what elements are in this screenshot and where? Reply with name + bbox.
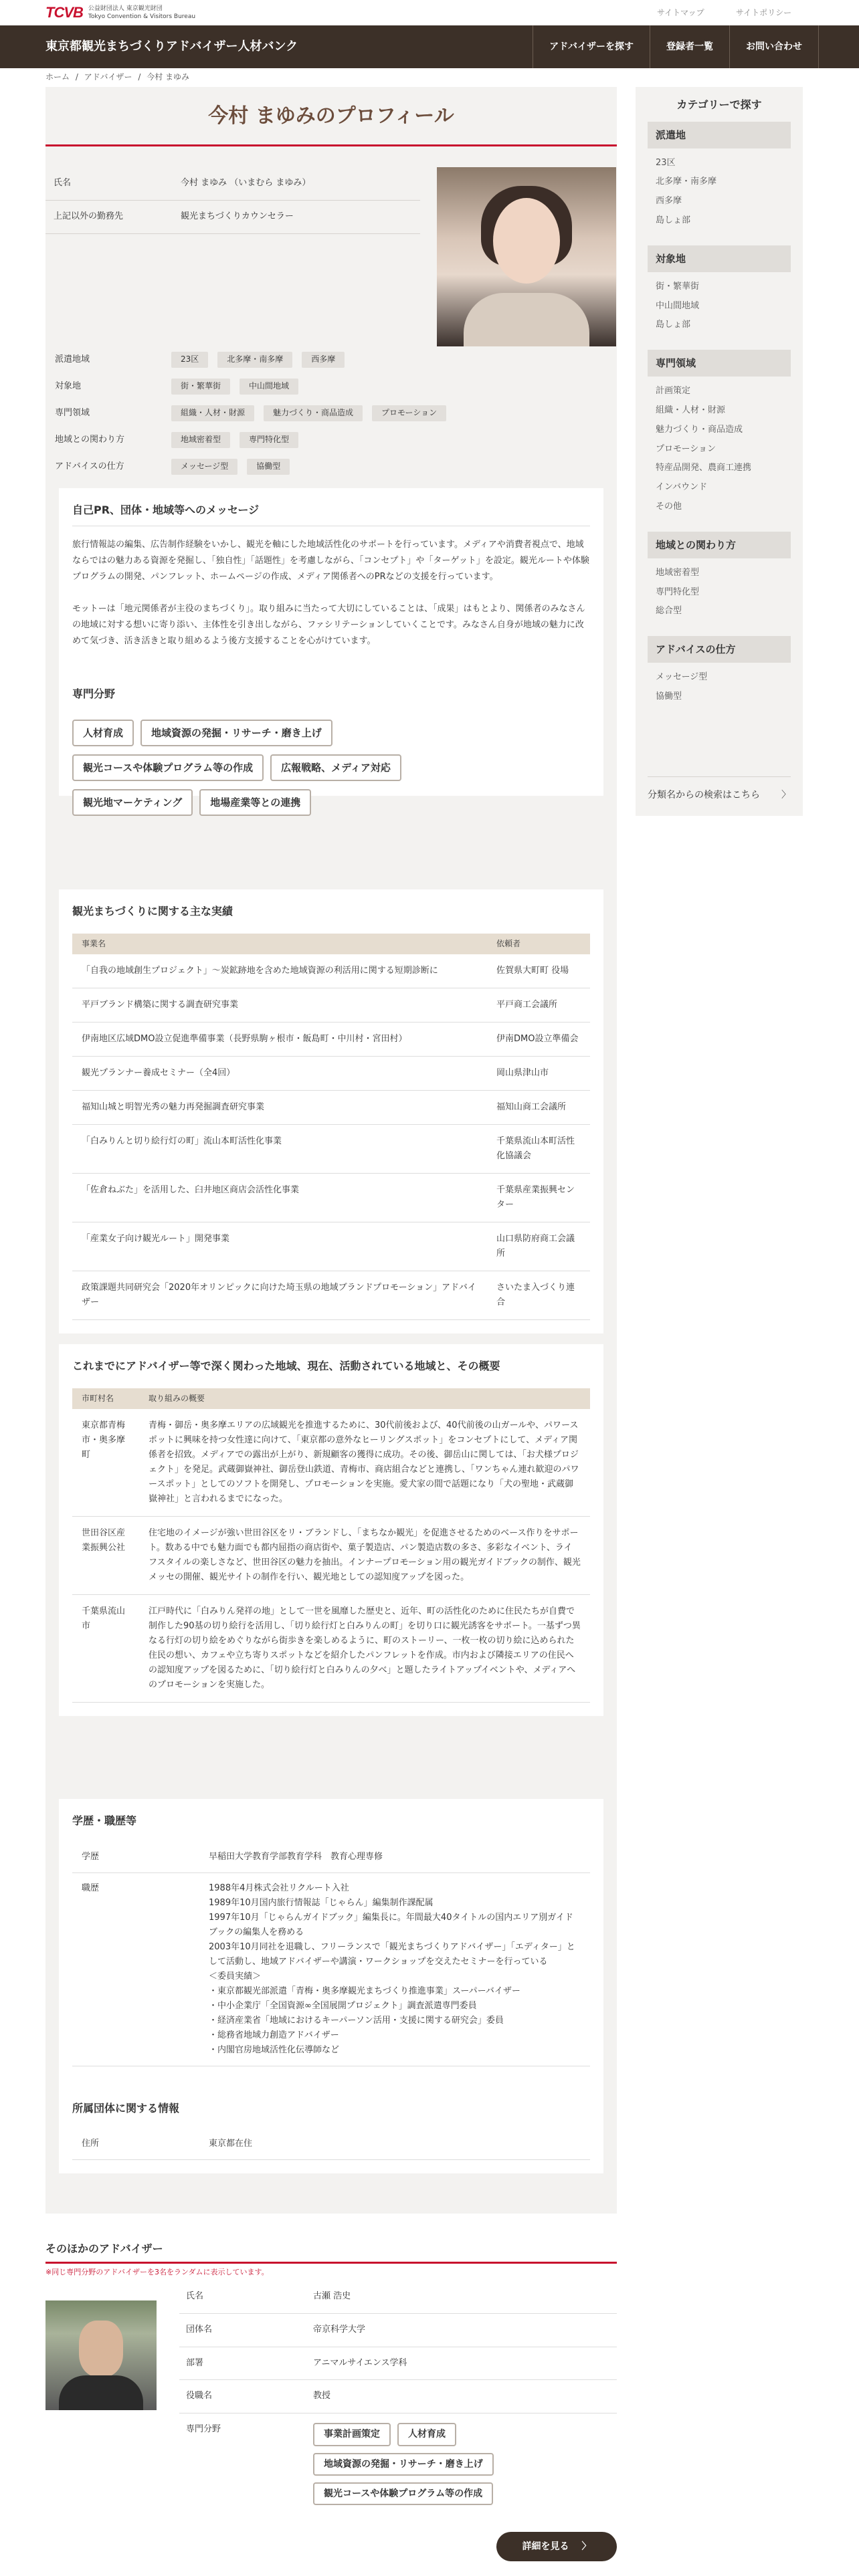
specialty-badge: 観光コースや体験プログラム等の作成 [313,2482,493,2505]
main-nav [0,25,859,68]
cell: 「白みりんと切り絵行灯の町」流山本町活性化事業 [72,1124,487,1173]
breadcrumb-sep: / [75,72,78,82]
breadcrumb-sep: / [138,72,141,82]
cell: 千葉県産業振興センター [487,1173,590,1222]
job-label: 職歴 [72,1872,199,2066]
job-line: ・経済産業省「地域におけるキーパーソン活用・支援に関する研究会」委員 [209,2015,504,2026]
info-value: 教授 [313,2391,331,2401]
pr-section [59,488,603,809]
col-header: 依頼者 [487,934,590,954]
job-line: ・東京都観光部派遣「青梅・奥多摩観光まちづくり推進事業」スーパーバイザー [209,1985,520,1996]
col-header: 市町村名 [72,1388,139,1409]
tag-row [45,377,617,396]
cell: 江戸時代に「白みりん発祥の地」として一世を風靡した歴史と、近年、町の活性化のために住民たちが自費で制作した90基の切り絵行を活用し、「切り絵行灯と白みりんの町」を切り口に観光誘客をサポート。一基ずつ異なる行灯の切り絵をめぐりながら街歩きを楽しめるように、町のストーリー、一枚一枚の切り絵に込められた住民の想い、カフェや立ち寄りスポットなどを紹介したパンフレットを作成。市内および隣接エリアの住民への認知度アップを図るために、「切り絵行灯と白みりんの夕べ」と題したライトアップイベントや、メディアへのプロモーションを実施した。 [139,1594,590,1702]
profile-list [45,167,420,234]
sidebar-item[interactable]: 島しょ部 [656,215,691,225]
edu-value: 早稲田大学教育学部教育学科 教育心理専修 [199,1842,590,1873]
specialty-heading: 専門分野 [72,687,116,700]
table-header-row [72,1388,590,1409]
sidebar-heading: 専門領域 [648,350,791,377]
table-row [72,1842,590,1873]
top-bar [0,0,859,25]
sidebar-item[interactable]: 中山間地域 [656,300,700,311]
logo-mark: TCVB [45,4,83,21]
chevron-right-icon: 〉 [581,2541,591,2552]
breadcrumb-advisor[interactable]: アドバイザー [84,72,132,82]
table-row [72,954,590,988]
others-heading: そのほかのアドバイザー [45,2242,163,2255]
others-note: ※同じ専門分野のアドバイザーを3名をランダムに表示しています。 [45,2267,269,2276]
edu-label: 学歴 [72,1842,199,1873]
job-line: 1989年10月国内旅行情報誌「じゃらん」編集制作課配属 [209,1897,434,1908]
sitemap-link[interactable]: サイトマップ [657,8,704,17]
advisor-specialties [313,2423,500,2512]
table-row [72,1516,590,1594]
cell: 福知山城と明智光秀の魅力再発掘調査研究事業 [72,1090,487,1124]
cell: 東京都青梅市・奥多摩町 [72,1409,139,1517]
sidebar-title: カテゴリーで探す [676,98,762,111]
cell: 住宅地のイメージが強い世田谷区をリ・ブランドし、「まちなか観光」を促進させるためのベース作りをサポート。数ある中でも魅力面でも都内屈指の商店街や、菓子製造店、パン製造店数の多さ、多彩なイベント、ライフスタイルの楽しさなど、世田谷区の魅力を抽出。インナープロモーション用の観光ガイドブックの制作、観光メッセの開催、観光サイトの制作を行い、観光地としての認知度アップを図った。 [139,1516,590,1594]
sidebar-heading: 対象地 [648,245,791,272]
category-tags [45,350,617,484]
tag[interactable]: 協働型 [247,459,290,474]
photo-body [464,293,589,346]
info-label: 専門分野 [186,2424,221,2435]
address-value: 東京都在住 [199,2129,590,2160]
info-label: 氏名 [186,2291,204,2301]
specialty-badge: 人材育成 [72,720,134,746]
advisor-photo[interactable] [45,2300,157,2410]
achievements-heading: 観光まちづくりに関する主な実績 [72,905,233,918]
specialty-badge: 地域資源の発掘・リサーチ・磨き上げ [313,2453,494,2476]
tag[interactable]: 魅力づくり・商品造成 [264,405,363,421]
tag[interactable]: 中山間地域 [240,379,298,394]
sidebar-item[interactable]: 計画策定 [656,386,691,397]
job-line: ＜委員実績＞ [209,1971,262,1981]
table-row [72,1409,590,1517]
job-line: ・中小企業庁「全国資源∞全国展開プロジェクト」調査派遣専門委員 [209,2000,477,2011]
sidebar-item[interactable]: 協働型 [656,691,682,702]
address-label: 住所 [72,2129,199,2160]
org-jp: 公益財団法人 東京観光財団 [88,5,163,12]
sidebar-heading: アドバイスの仕方 [648,636,791,663]
tag[interactable]: 専門特化型 [240,432,298,447]
sidebar-item[interactable]: 組織・人材・財源 [656,405,726,415]
breadcrumb [45,71,189,84]
cell: 伊南地区広域DMO設立促進準備事業（長野県駒ヶ根市・飯島町・中川村・宮田村） [72,1022,487,1056]
photo-body [59,2375,143,2410]
policy-link[interactable]: サイトポリシー [736,8,792,17]
other-advisors [45,2240,617,2499]
info-row [179,2413,617,2521]
breadcrumb-current: 今村 まゆみ [147,72,190,82]
table-row [72,1173,590,1222]
org-en: Tokyo Convention & Visitors Bureau [88,13,196,20]
details-button[interactable] [496,2532,617,2561]
specialty-badge: 観光地マーケティング [72,789,193,816]
cell: 山口県防府商工会議所 [487,1222,590,1271]
category-search-link[interactable] [648,776,791,802]
job-line: ・総務省地域力創造アドバイザー [209,2030,339,2040]
nav-find-advisor[interactable]: アドバイザーを探す [533,25,650,68]
cell: 政策課題共同研究会「2020年オリンピックに向けた埼玉県の地域ブランドプロモーション」アドバイザー [72,1271,487,1319]
tag[interactable]: 組織・人材・財源 [171,405,254,421]
profile-row [45,201,420,234]
table-row [72,1090,590,1124]
cell: さいたま入づくり連合 [487,1271,590,1319]
achievements-table [72,934,590,1320]
sidebar-item[interactable]: 街・繁華街 [656,281,700,292]
cell: 千葉県流山市 [72,1594,139,1702]
col-header: 取り組みの概要 [139,1388,590,1409]
sidebar-heading: 派遣地 [648,122,791,148]
details-label: 詳細を見る [522,2541,569,2552]
info-value: 古瀬 浩史 [313,2291,351,2301]
profile-content [45,87,617,2214]
cell: 「自我の地域創生プロジェクト」〜炭鉱跡地を含めた地域資源の利活用に関する短期診断に [72,954,487,988]
career-table [72,1842,590,2066]
breadcrumb-home[interactable]: ホーム [45,72,70,82]
cell: 平戸商工会議所 [487,988,590,1022]
sidebar-item[interactable]: 島しょ部 [656,320,691,330]
col-header: 事業名 [72,934,487,954]
info-row [179,2314,617,2347]
cell: 世田谷区産業振興公社 [72,1516,139,1594]
photo-face [79,2321,123,2377]
table-row [72,1124,590,1173]
table-row [72,1222,590,1271]
nav-registrants[interactable]: 登録者一覧 [650,25,729,68]
chevron-right-icon: 〉 [781,789,791,800]
tag-row [45,350,617,369]
sidebar-item[interactable]: インバウンド [656,482,708,493]
sidebar-item[interactable]: 特産品開発、農商工連携 [656,463,752,473]
site-title[interactable]: 東京都観光まちづくりアドバイザー人材バンク [45,39,298,53]
nav-contact[interactable]: お問い合わせ [729,25,819,68]
advisor-info [179,2280,617,2521]
job-value [199,1872,590,2066]
sidebar-item[interactable]: 23区 [656,157,676,168]
tag[interactable]: 街・繁華街 [171,379,230,394]
info-value: 帝京科学大学 [313,2324,366,2335]
table-row [72,1872,590,2066]
sidebar-item[interactable]: 地域密着型 [656,567,700,578]
profile-row [45,167,420,201]
page-title: 今村 まゆみのプロフィール [208,104,454,128]
profile-photo [437,167,616,346]
cell: 千葉県流山本町活性化協議会 [487,1124,590,1173]
tag-row [45,431,617,449]
specialty-badge: 人材育成 [397,2423,456,2446]
tag-label: 対象地 [55,381,82,391]
career-heading: 学歴・職歴等 [72,1814,137,1827]
title-underline [45,144,617,146]
cell: 「産業女子向け観光ルート」開発事業 [72,1222,487,1271]
job-line: ・内閣官房地域活性化伝導師など [209,2044,340,2055]
tag-row [45,457,617,476]
cell: 青梅・御岳・奥多摩エリアの広域観光を推進するために、30代前後および、40代前後の山ガールや、パワースポットに興味を持つ女性達に向けて、「東京都の意外なヒーリングスポット」をコンセプトにして、メディア関係者を招致。メディアでの露出が上がり、新規顧客の獲得に成功。その後、御岳山に関しては、「お犬様プロジェクト」を発足。武蔵御嶽神社、御岳登山鉄道、青梅市、商店組合などと連携し、「ワンちゃん連れ歓迎のパワースポット」としてのソフトを開発し、プロモーションを実施。愛犬家の間で話題になり「犬の聖地・武蔵御嶽神社」と言われるまでになった。 [139,1409,590,1517]
cell: 岡山県津山市 [487,1056,590,1090]
specialty-badge: 地場産業等との連携 [199,789,311,816]
others-underline [45,2262,617,2264]
sidebar-item[interactable]: 北多摩・南多摩 [656,177,717,187]
info-value: アニマルサイエンス学科 [313,2357,407,2368]
search-link-label: 分類名からの検索はこちら [648,789,760,800]
info-row [179,2380,617,2413]
tag[interactable]: 北多摩・南多摩 [217,352,292,367]
cell: 観光プランナー養成セミナー（全4回） [72,1056,487,1090]
tag-row [45,404,617,423]
sidebar-item[interactable]: プロモーション [656,443,716,454]
table-row [72,1271,590,1319]
achievements-section [59,889,603,1333]
job-line: 1997年10月「じゃらんガイドブック」編集長に。年間最大40タイトルの国内エリア別ガイドブックの編集人を務める [209,1912,573,1937]
logo-org [88,5,195,21]
job-line: 2003年10月同社を退職し、フリーランスで「観光まちづくりアドバイザー」「エディター」として活動し、地域アドバイザーや講演・ワークショップを交えたセミナーを行っている [209,1941,575,1967]
org-value: 観光まちづくりカウンセラー [181,211,294,221]
cell: 福知山商工会議所 [487,1090,590,1124]
tag[interactable]: プロモーション [372,405,446,421]
info-row [179,2347,617,2381]
name-value: 今村 まゆみ （いまむら まゆみ） [181,178,311,188]
specialty-badge: 観光コースや体験プログラム等の作成 [72,754,264,781]
table-row [72,988,590,1022]
pr-paragraph: モットーは「地元関係者が主役のまちづくり」。取り組みに当たって大切にしていることは、「成果」はもとより、関係者のみなさんの地域に対する想いに寄り添い、主体性を引き出しながら、ファシリテーションしていくことです。みなさん自身が地域の魅力に改めて気づき、活き活きと取り組めるよう後方支援することを心がけています。 [72,603,585,646]
specialty-badge: 広報戦略、メディア対応 [270,754,401,781]
tag[interactable]: 23区 [171,352,208,367]
career-section [59,1799,603,2173]
regions-table [72,1388,590,1703]
pr-heading: 自己PR、団体・地域等へのメッセージ [72,504,260,516]
photo-face [493,198,560,284]
specialty-badges [72,720,590,824]
cell: 平戸ブランド構築に関する調査研究事業 [72,988,487,1022]
info-label: 役職名 [186,2391,213,2401]
table-row [72,2129,590,2160]
sidebar-heading: 地域との関わり方 [648,532,791,558]
table-row [72,1594,590,1702]
tag[interactable]: 地域密着型 [171,432,230,447]
org-table [72,2129,590,2160]
tag-label: アドバイスの仕方 [55,461,124,471]
tag-label: 地域との関わり方 [55,434,125,445]
info-label: 団体名 [186,2324,213,2335]
tag[interactable]: メッセージ型 [171,459,237,474]
sidebar-item[interactable]: メッセージ型 [656,672,708,683]
table-row [72,1056,590,1090]
category-sidebar [636,87,803,816]
sidebar-item[interactable]: 西多摩 [656,196,682,207]
info-label: 部署 [186,2357,204,2368]
sidebar-item[interactable]: 総合型 [656,606,682,617]
sidebar-item[interactable]: 魅力づくり・商品造成 [656,424,743,435]
table-row [72,1022,590,1056]
specialty-badge: 地域資源の発掘・リサーチ・磨き上げ [140,720,332,746]
table-header-row [72,934,590,954]
org-label: 上記以外の勤務先 [54,211,124,221]
tag[interactable]: 西多摩 [302,352,345,367]
site-logo[interactable] [45,4,195,21]
cell: 佐賀県大町町 役場 [487,954,590,988]
sidebar-item[interactable]: その他 [656,501,682,512]
pr-paragraph: 旅行情報誌の編集、広告制作経験をいかし、観光を軸にした地域活性化のサポートを行っています。メディアや消費者視点で、地域ならではの魅力ある資源を発掘し、「独自性」「話題性」を考慮しながら、「コンセプト」や「ターゲット」を設定。観光ルートや体験プログラムの開発、パンフレット、ホームページの作成、メディア関係者へのPRなどの支援を行っています。 [72,539,589,582]
tag-label: 派遣地域 [55,354,90,364]
name-label: 氏名 [54,178,72,188]
job-line: 1988年4月株式会社リクルート入社 [209,1883,349,1893]
regions-section [59,1344,603,1716]
regions-heading: これまでにアドバイザー等で深く関わった地域、現在、活動されている地域と、その概要 [72,1360,500,1372]
info-row [179,2280,617,2314]
cell: 「佐倉ねぶた」を活用した、臼井地区商店会活性化事業 [72,1173,487,1222]
tag-label: 専門領域 [55,407,90,418]
sidebar-item[interactable]: 専門特化型 [656,586,700,597]
org-heading: 所属団体に関する情報 [72,2101,180,2115]
specialty-badge: 事業計画策定 [313,2423,391,2446]
cell: 伊南DMO設立準備会 [487,1022,590,1056]
